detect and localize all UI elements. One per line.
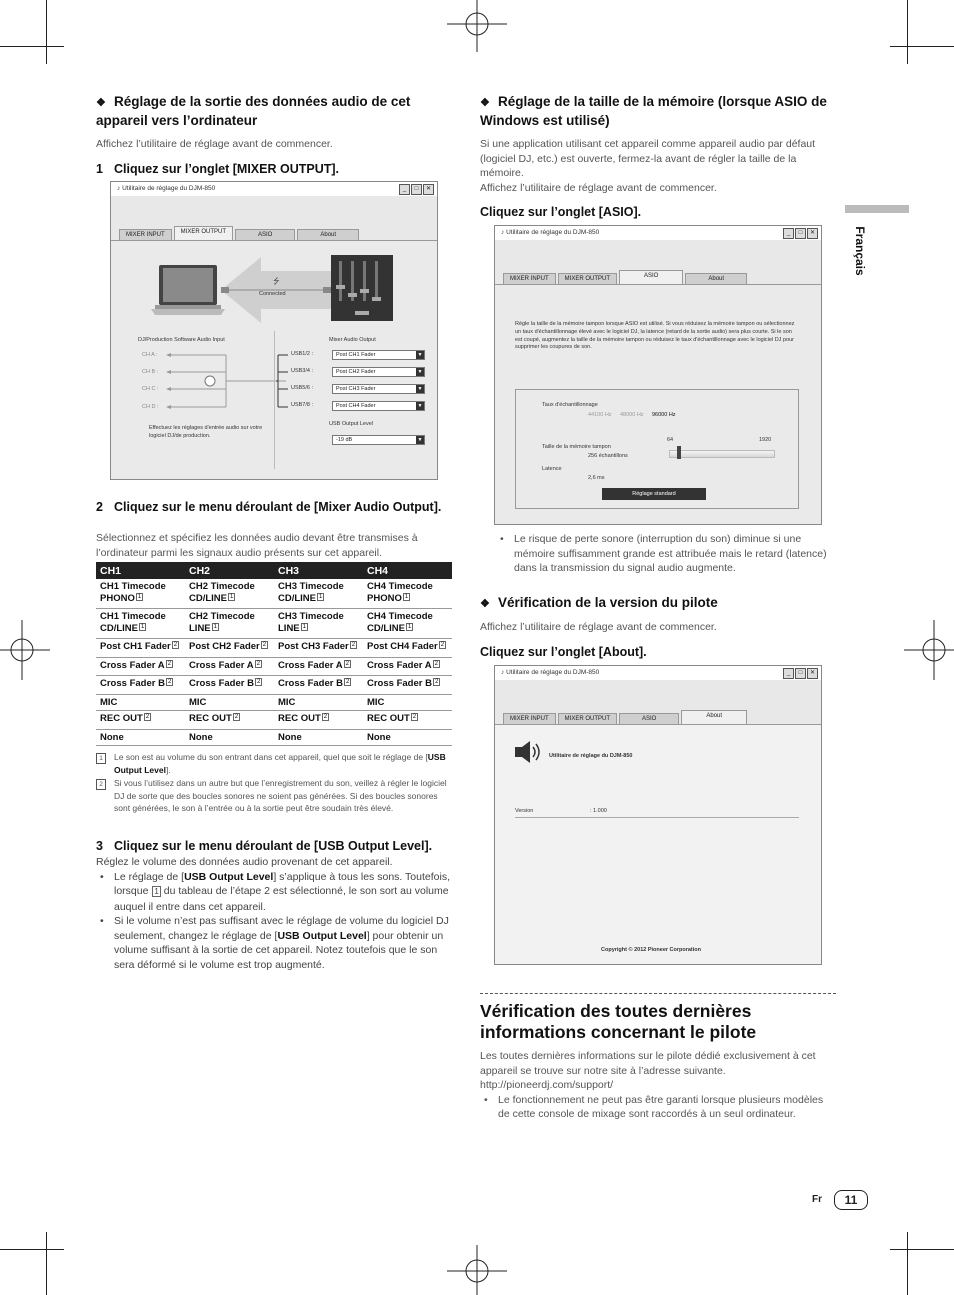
table-cell: Cross Fader B $^2$ — [96, 676, 185, 695]
mixer-output-screenshot — [110, 181, 438, 480]
registration-mark-icon — [904, 620, 954, 680]
tab-about[interactable]: About — [297, 229, 359, 241]
registration-mark-icon — [447, 1245, 507, 1295]
table-cell: CH4 Timecode CD/LINE $^1$ — [363, 609, 452, 639]
usb56-select[interactable]: Post CH3 Fader ▼ — [332, 384, 425, 394]
registration-mark-icon — [447, 0, 507, 52]
table-row — [96, 609, 452, 639]
step-2: 2 Cliquez sur le menu déroulant de [Mixer Audio Output]. — [96, 500, 442, 514]
diamond-icon: ❖ — [480, 598, 490, 610]
close-icon[interactable]: ✕ — [807, 668, 818, 679]
footnote-key: 1 — [302, 623, 306, 630]
table-cell: Cross Fader A $^2$ — [96, 657, 185, 676]
buffer-max-label: 1920 — [759, 437, 772, 443]
footnote-key: 2 — [412, 714, 417, 720]
tab-about[interactable]: About — [681, 710, 747, 725]
table-cell: Cross Fader B $^2$ — [363, 676, 452, 695]
minimize-icon[interactable]: _ — [399, 184, 410, 195]
table-row — [96, 639, 452, 658]
buffer-size-value: 256 échantillons — [588, 453, 628, 459]
tab-panel — [111, 240, 437, 479]
divider — [274, 331, 275, 469]
window-controls — [399, 184, 434, 195]
bullet-item: • Le réglage de [USB Output Level] s’applique à tous les sons. Toutefois, lorsque 1 du tableau de l’étape 2 est sélectionné, le son sort au volume auquel il entre dans cet appareil. — [96, 870, 452, 915]
table-row — [96, 729, 452, 746]
close-icon[interactable]: ✕ — [423, 184, 434, 195]
section-heading: ❖ Réglage de la sortie des données audio de cet appareil vers l’ordinateur — [96, 94, 411, 128]
asio-screenshot — [494, 225, 822, 525]
footnote-key: 2 — [96, 779, 106, 790]
footnote-key: 1 — [141, 623, 145, 630]
footnote-key: 1 — [230, 593, 234, 600]
footnote-key: 2 — [440, 642, 445, 648]
footnote-key: 2 — [256, 660, 260, 667]
channel-label: CH C : — [142, 386, 159, 392]
intro-text: Affichez l’utilitaire de réglage avant de commencer. — [96, 138, 333, 150]
table-cell: CH1 Timecode CD/LINE $^1$ — [96, 609, 185, 639]
click-about-tab: Cliquez sur l’onglet [About]. — [480, 645, 647, 659]
table-header: CH3 — [274, 562, 363, 579]
footnote-key: 1 — [319, 593, 323, 600]
footnote-key: 2 — [434, 679, 439, 685]
footnote-key: 1 — [137, 593, 142, 600]
footnote-key: 1 — [404, 593, 409, 600]
footnote-key: 2 — [434, 660, 438, 667]
table-cell: REC OUT $^2$ — [185, 711, 274, 730]
bullet-item: • Si le volume n’est pas suffisant avec le réglage de volume du logiciel DJ seulement, changez le réglage de [USB Output Level] pour obtenir un volume suffisant à la sortie de cet appareil. Notez toutefois que le son sera déformé si le volume est trop augmenté. — [96, 914, 452, 972]
diamond-icon: ❖ — [480, 97, 490, 109]
tab-about[interactable]: About — [685, 273, 747, 285]
diamond-icon: ❖ — [96, 97, 106, 109]
table-cell: Cross Fader B $^2$ — [274, 676, 363, 695]
table-cell: Post CH4 Fader $^2$ — [363, 639, 452, 658]
footnote-key: 2 — [167, 679, 172, 685]
usb78-select[interactable]: Post CH4 Fader ▼ — [332, 401, 425, 411]
default-settings-button[interactable]: Réglage standard — [602, 488, 706, 500]
table-cell: None — [96, 729, 185, 746]
bullet-item: • Le risque de perte sonore (interruption du son) diminue si une mémoire suffisamment grande est attribuée mais le retard (latence) dans la transmission du signal audio augmente. — [496, 532, 836, 576]
app-name: Utilitaire de réglage du DJM-850 — [549, 753, 633, 759]
support-link[interactable]: http://pioneerdj.com/support/ — [480, 1079, 614, 1091]
footer-lang: Fr — [812, 1194, 822, 1205]
tab-bar — [495, 709, 821, 725]
footnote-key: 2 — [167, 660, 171, 667]
footnote-2: 2 Si vous l’utilisez dans un autre but que l’enregistrement du son, veillez à régler le logiciel DJ de sorte que des boucles sonores ne soient pas générées. Si des boucles sonores sont générées, le son à l’entrée ou à la sortie peut être soudain très élevé. — [96, 777, 452, 815]
table-cell: CH3 Timecode CD/LINE $^1$ — [274, 579, 363, 609]
footnote-key: 2 — [323, 714, 328, 720]
driver-info: Les toutes dernières informations sur le pilote dédié exclusivement à cet appareil se trouve sur notre site à l’adresse suivante. http://pioneerdj.com/support/ • Le fonctionnement ne peut pas être garanti lorsque plusieurs modèles de cette console de mixage sont raccordés à un seul ordinateur. — [480, 1049, 836, 1122]
footnote-key: 2 — [262, 642, 267, 648]
table-cell: Cross Fader A $^2$ — [274, 657, 363, 676]
crop-mark — [890, 1249, 954, 1250]
table-row — [96, 694, 452, 711]
close-icon[interactable]: ✕ — [807, 228, 818, 239]
footnote-key: 2 — [173, 642, 178, 648]
divider — [515, 817, 799, 818]
table-cell: MIC — [274, 694, 363, 711]
click-asio-tab: Cliquez sur l’onglet [ASIO]. — [480, 205, 642, 219]
table-cell: CH1 Timecode PHONO $^1$ — [96, 579, 185, 609]
crop-mark — [0, 1249, 64, 1250]
usb-label: USB1/2 : — [291, 351, 314, 357]
asio-bullet — [496, 532, 836, 576]
step-2-description: Sélectionnez et spécifiez les données audio devant être transmises à l’ordinateur parmi les signaux audio présents sur cet appareil. — [96, 532, 418, 559]
buffer-min-label: 64 — [667, 437, 674, 443]
usb-output-level-select[interactable]: -19 dB ▼ — [332, 435, 425, 445]
table-cell: Cross Fader A $^2$ — [185, 657, 274, 676]
tab-mixer-output[interactable]: MIXER OUTPUT — [174, 226, 233, 241]
table-header: CH1 — [96, 562, 185, 579]
tab-mixer-output[interactable]: MIXER OUTPUT — [558, 273, 617, 285]
footnote-key: 2 — [351, 642, 356, 648]
about-screenshot — [494, 665, 822, 965]
crop-mark — [907, 0, 908, 64]
maximize-icon[interactable]: □ — [795, 668, 806, 679]
table-cell: Cross Fader B $^2$ — [185, 676, 274, 695]
window-title: ♪ Utilitaire de réglage du DJM-850 — [495, 666, 821, 680]
table-cell: REC OUT $^2$ — [363, 711, 452, 730]
footnote-key: 2 — [345, 679, 350, 685]
tab-mixer-input[interactable]: MIXER INPUT — [503, 273, 556, 285]
buffer-slider-handle[interactable] — [677, 446, 681, 459]
table-cell: None — [274, 729, 363, 746]
crop-mark — [46, 1232, 47, 1295]
channel-label: CH D : — [142, 404, 159, 410]
version-intro: Affichez l’utilitaire de réglage avant de commencer. — [480, 621, 717, 633]
usb-arrow-icon — [221, 257, 331, 323]
footnote-1: 1 Le son est au volume du son entrant dans cet appareil, quel que soit le réglage de [USB Output Level]. — [96, 751, 452, 776]
table-cell: CH4 Timecode PHONO $^1$ — [363, 579, 452, 609]
crop-mark — [0, 46, 64, 47]
table-header-row — [96, 562, 452, 579]
usb12-select[interactable]: Post CH1 Fader ▼ — [332, 350, 425, 360]
version-label: Version — [515, 808, 534, 814]
tab-asio[interactable]: ASIO — [619, 713, 679, 725]
language-tab-bar — [845, 205, 909, 213]
maximize-icon[interactable]: □ — [795, 228, 806, 239]
footnote-key: 1 — [213, 623, 217, 630]
app-icon: ♪ — [501, 229, 507, 236]
app-icon: ♪ — [117, 185, 123, 192]
crop-mark — [907, 1232, 908, 1295]
sample-rate-option-selected[interactable]: 96000 Hz — [652, 412, 676, 418]
table-cell: CH2 Timecode CD/LINE $^1$ — [185, 579, 274, 609]
table-cell: CH3 Timecode LINE $^1$ — [274, 609, 363, 639]
big-heading: Vérification des toutes dernières informations concernant le pilote — [480, 1001, 757, 1042]
footnote-key: 2 — [234, 714, 239, 720]
section-heading: ❖ Vérification de la version du pilote — [480, 594, 836, 613]
crop-mark — [46, 0, 47, 64]
window-title: ♪ Utilitaire de réglage du DJM-850 — [495, 226, 821, 240]
buffer-slider-track[interactable] — [669, 450, 775, 458]
routing-lines — [166, 347, 286, 413]
tab-asio[interactable]: ASIO — [235, 229, 295, 241]
tab-bar — [111, 225, 437, 241]
step-3-description: Réglez le volume des données audio provenant de cet appareil. • Le réglage de [USB Output Level] s’applique à tous les sons. Toutefois, lorsque 1 du tableau de l’étape 2 est sélectionné, le son sort au volume auquel il entre dans cet appareil. • Si le volume n’est pas suffisant avec le réglage de volume du logiciel DJ seulement, changez le réglage de [USB Output Level] pour obtenir un volume suffisant à la sortie de cet appareil. Notez toutefois que le son sera déformé si le volume est trop augmenté. — [96, 855, 452, 972]
crop-mark — [890, 46, 954, 47]
table-row — [96, 711, 452, 730]
usb34-select[interactable]: Post CH2 Fader ▼ — [332, 367, 425, 377]
side-language-label: Français — [853, 226, 867, 276]
table-row — [96, 579, 452, 609]
usb-routing-lines — [276, 347, 290, 413]
dashed-separator — [480, 993, 836, 994]
asio-settings-box — [515, 389, 799, 509]
footnote-key: 1 — [154, 887, 159, 896]
table-cell: MIC — [96, 694, 185, 711]
mixer-output-label: Mixer Audio Output — [329, 337, 376, 343]
table-cell: Post CH1 Fader $^2$ — [96, 639, 185, 658]
tab-panel — [495, 284, 821, 524]
footnote-key: 1 — [408, 623, 412, 630]
minimize-icon[interactable]: _ — [783, 228, 794, 239]
version-value: : 1.000 — [590, 808, 607, 814]
tab-mixer-input[interactable]: MIXER INPUT — [503, 713, 556, 725]
tab-asio[interactable]: ASIO — [619, 270, 683, 285]
table-cell: Post CH3 Fader $^2$ — [274, 639, 363, 658]
table-cell: MIC — [185, 694, 274, 711]
buffer-size-label: Taille de la mémoire tampon — [542, 444, 611, 450]
table-cell: MIC — [363, 694, 452, 711]
speaker-icon — [515, 741, 543, 763]
usb-label: USB7/8 : — [291, 402, 314, 408]
page-number: 11 — [834, 1190, 868, 1210]
usb-output-level-label: USB Output Level — [329, 421, 374, 427]
table-cell: None — [363, 729, 452, 746]
usb-label: USB5/6 : — [291, 385, 314, 391]
tab-mixer-output[interactable]: MIXER OUTPUT — [558, 713, 617, 725]
table-cell: None — [185, 729, 274, 746]
registration-mark-icon — [0, 620, 50, 680]
asio-description: Règle la taille de la mémoire tampon lorsque ASIO est utilisé. Si vous réduisez la mémoire tampon ou sélectionnez un taux d'échantillonnage élevé avec le logiciel DJ, la latence (retard de la sortie audio) sera plus courte. Si le son est coupé, augmentez la taille de la mémoire tampon ou réduisez le taux d'échantillonnage avec le logiciel DJ pour supprimer les coupures de son. — [515, 321, 795, 351]
bullet-item: • Le fonctionnement ne peut pas être garanti lorsque plusieurs modèles de cette console de mixage sont raccordés à un seul ordinateur. — [480, 1093, 836, 1122]
table-cell: Cross Fader A $^2$ — [363, 657, 452, 676]
mixer-output-table — [96, 562, 452, 746]
channel-label: CH A : — [142, 352, 158, 358]
asio-intro: Si une application utilisant cet appareil comme appareil audio par défaut (logiciel DJ, etc.) est ouverte, fermez-la avant de régler la taille de la mémoire. Affichez l’utilitaire de réglage avant de commencer. — [480, 138, 816, 194]
window-title: ♪ Utilitaire de réglage du DJM-850 — [111, 182, 437, 196]
laptop-icon — [151, 265, 225, 317]
usb-label: USB3/4 : — [291, 368, 314, 374]
svg-text:⭍: ⭍ — [273, 277, 280, 286]
table-cell: CH2 Timecode LINE $^1$ — [185, 609, 274, 639]
table-cell: Post CH2 Fader $^2$ — [185, 639, 274, 658]
software-note: Effectuez les réglages d'entrée audio sur votre logiciel DJ/de production. — [149, 425, 263, 439]
table-row — [96, 676, 452, 695]
tab-mixer-input[interactable]: MIXER INPUT — [119, 229, 172, 241]
table-cell: REC OUT $^2$ — [96, 711, 185, 730]
app-icon: ♪ — [501, 669, 507, 676]
tab-bar — [495, 269, 821, 285]
copyright: Copyright © 2012 Pioneer Corporation — [601, 947, 702, 953]
mixer-device-icon — [331, 255, 393, 321]
footnote-key: 2 — [345, 660, 349, 667]
sample-rate-option[interactable]: 44100 Hz — [588, 412, 612, 418]
sample-rate-option[interactable]: 48000 Hz — [620, 412, 644, 418]
maximize-icon[interactable]: □ — [411, 184, 422, 195]
window-controls — [783, 228, 818, 239]
channel-label: CH B : — [142, 369, 159, 375]
footnote-key: 2 — [145, 714, 150, 720]
sample-rate-label: Taux d'échantillonnage — [542, 402, 598, 408]
table-header: CH4 — [363, 562, 452, 579]
window-controls — [783, 668, 818, 679]
table-cell: REC OUT $^2$ — [274, 711, 363, 730]
tab-panel — [495, 724, 821, 964]
step-3: 3 Cliquez sur le menu déroulant de [USB Output Level]. — [96, 839, 433, 853]
latency-value: 2,6 ms — [588, 475, 605, 481]
minimize-icon[interactable]: _ — [783, 668, 794, 679]
footnote-key: 1 — [96, 753, 106, 764]
table-row — [96, 657, 452, 676]
table-header: CH2 — [185, 562, 274, 579]
software-input-label: DJ/Production Software Audio Input — [138, 337, 225, 343]
latency-label: Latence — [542, 466, 562, 472]
section-heading: ❖ Réglage de la taille de la mémoire (lorsque ASIO de Windows est utilisé) — [480, 94, 827, 128]
connected-label: Connected — [259, 291, 286, 297]
footnote-key: 2 — [256, 679, 261, 685]
step-1: 1 Cliquez sur l’onglet [MIXER OUTPUT]. — [96, 162, 339, 176]
